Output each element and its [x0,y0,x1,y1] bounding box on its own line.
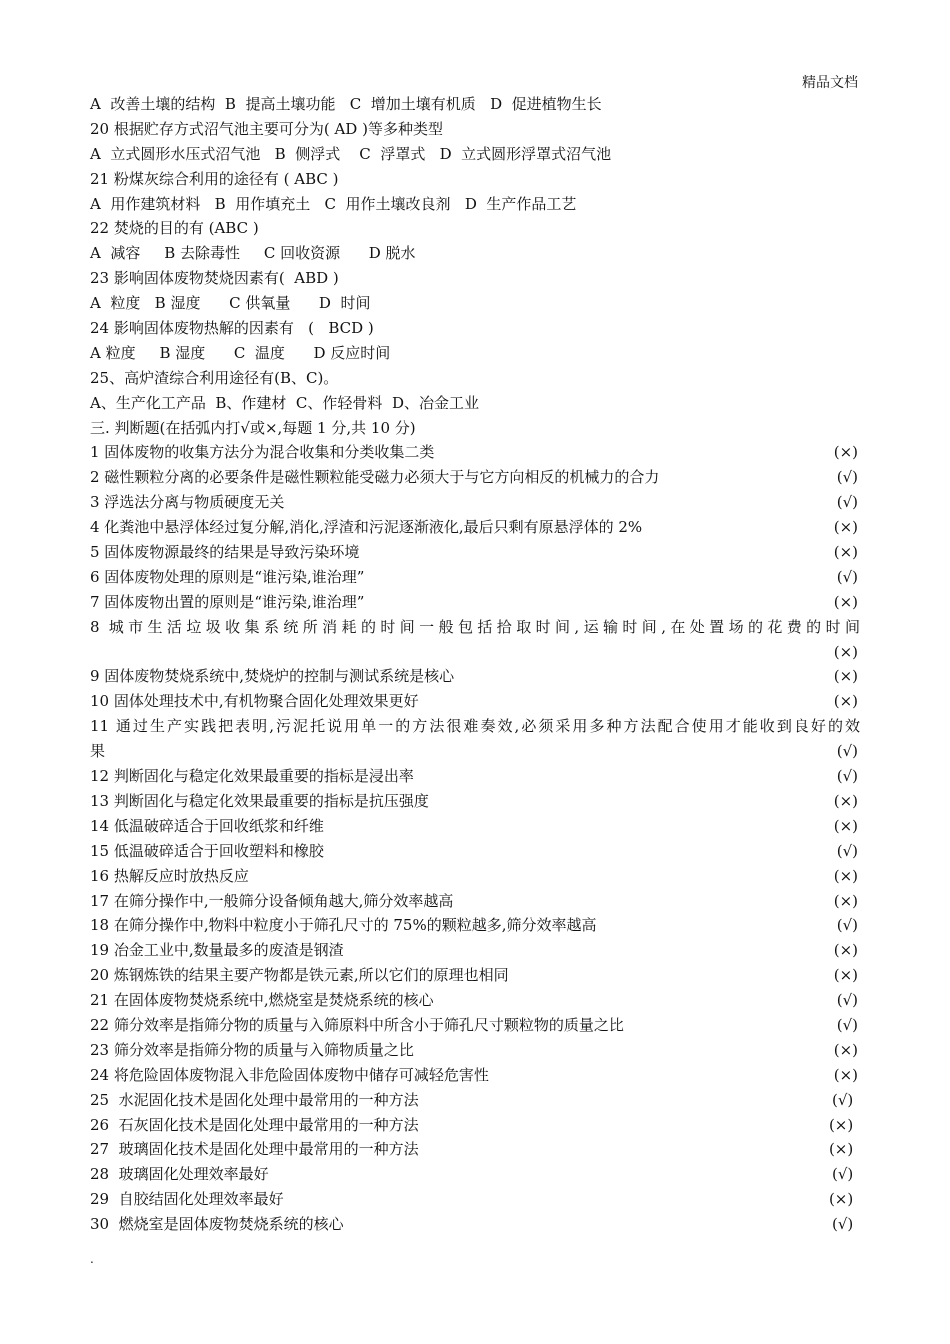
answer-mark: (√) [836,767,858,786]
text-line: 25、高炉渣综合利用途径有(B、C)。 [90,368,339,387]
question-text: 22 筛分效率是指筛分物的质量与入筛原料中所含小于筛孔尺寸颗粒物的质量之比 [90,1015,624,1034]
answer-mark: (√) [836,991,858,1010]
question-row [90,465,860,490]
text-line: A 粒度 B 湿度 C 供氧量 D 时间 [90,294,371,313]
answer-mark: (×) [833,1065,858,1084]
document-body [90,92,860,1237]
answer-mark: (×) [833,941,858,960]
question-text: 20 炼钢炼铁的结果主要产物都是铁元素,所以它们的原理也相同 [90,966,509,985]
question-row [90,1038,860,1063]
question-row [90,515,860,540]
question-text: 2 磁性颗粒分离的必要条件是磁性颗粒能受磁力必须大于与它方向相反的机械力的合力 [90,468,660,487]
question-text: 18 在筛分操作中,物料中粒度小于筛孔尺寸的 75%的颗粒越多,筛分效率越高 [90,916,597,935]
question-row [90,764,860,789]
answer-mark: (×) [833,891,858,910]
answer-mark: (×) [833,443,858,462]
answer-mark: (√) [836,567,858,586]
question-row [90,1088,860,1113]
answer-mark: (×) [828,1190,858,1209]
question-text: 27 玻璃固化技术是固化处理中最常用的一种方法 [90,1140,419,1159]
question-row [90,789,860,814]
text-line: 8 城市生活垃圾收集系统所消耗的时间一般包括拾取时间,运输时间,在处置场的花费的时间 [90,617,860,636]
answer-mark: (×) [833,667,858,686]
question-row [90,1113,860,1138]
question-row [90,963,860,988]
question-text: 28 玻璃固化处理效率最好 [90,1165,269,1184]
question-row [90,913,860,938]
question-row [90,1212,860,1237]
question-row [90,938,860,963]
question-row [90,590,860,615]
question-text: 17 在筛分操作中,一般筛分设备倾角越大,筛分效率越高 [90,891,454,910]
text-line: 22 焚烧的目的有 (ABC ) [90,219,259,238]
answer-mark: (×) [833,791,858,810]
answer-mark: (×) [833,592,858,611]
question-text: 21 在固体废物焚烧系统中,燃烧室是焚烧系统的核心 [90,991,434,1010]
question-text: 9 固体废物焚烧系统中,焚烧炉的控制与测试系统是核心 [90,667,455,686]
answer-mark: (×) [833,543,858,562]
page-header: 精品文档 [802,75,858,91]
question-row [90,689,860,714]
question-row [90,889,860,914]
answer-mark: (√) [831,1090,858,1109]
question-row [90,864,860,889]
question-row [90,1013,860,1038]
question-row [90,839,860,864]
question-row [90,440,860,465]
answer-mark: (√) [831,1215,858,1234]
answer-mark: (√) [836,916,858,935]
question-row [90,988,860,1013]
question-text: 果 [90,742,106,761]
question-text: 14 低温破碎适合于回收纸浆和纤维 [90,816,324,835]
question-text: 4 化粪池中悬浮体经过复分解,消化,浮渣和污泥逐渐液化,最后只剩有原悬浮体的 2% [90,518,643,537]
text-line: A 减容 B 去除毒性 C 回收资源 D 脱水 [90,244,416,263]
text-line: A 立式圆形水压式沼气池 B 侧浮式 C 浮罩式 D 立式圆形浮罩式沼气池 [90,144,612,163]
question-text: 23 筛分效率是指筛分物的质量与入筛物质量之比 [90,1040,414,1059]
text-line: A、生产化工产品 B、作建材 C、作轻骨料 D、冶金工业 [90,393,479,412]
answer-mark: (×) [833,642,858,661]
question-row [90,540,860,565]
question-text: 3 浮选法分离与物质硬度无关 [90,493,285,512]
answer-mark: (×) [833,518,858,537]
answer-mark: (√) [836,742,858,761]
page-footer: . [90,1252,94,1266]
question-row [90,814,860,839]
question-text: 30 燃烧室是固体废物焚烧系统的核心 [90,1215,344,1234]
question-row [90,664,860,689]
answer-mark: (×) [833,816,858,835]
question-row [90,1063,860,1088]
question-text: 7 固体废物出置的原则是“谁污染,谁治理” [90,592,365,611]
answer-mark: (×) [833,692,858,711]
answer-mark: (×) [833,866,858,885]
text-line: 21 粉煤灰综合利用的途径有 ( ABC ) [90,169,339,188]
question-row [90,490,860,515]
question-text: 16 热解反应时放热反应 [90,866,249,885]
question-text: 19 冶金工业中,数量最多的废渣是钢渣 [90,941,344,960]
question-text: 6 固体废物处理的原则是“谁污染,谁治理” [90,567,365,586]
question-text: 5 固体废物源最终的结果是导致污染环境 [90,543,360,562]
question-text: 12 判断固化与稳定化效果最重要的指标是浸出率 [90,767,414,786]
text-line: 23 影响固体废物焚烧因素有( ABD ) [90,269,339,288]
question-text: 25 水泥固化技术是固化处理中最常用的一种方法 [90,1090,419,1109]
text-line: A 粒度 B 湿度 C 温度 D 反应时间 [90,343,391,362]
question-text: 10 固体处理技术中,有机物聚合固化处理效果更好 [90,692,419,711]
question-text: 1 固体废物的收集方法分为混合收集和分类收集二类 [90,443,435,462]
text-line: A 改善土壤的结构 B 提高土壤功能 C 增加土壤有机质 D 促进植物生长 [90,95,602,113]
answer-mark: (√) [836,468,858,487]
answer-mark: (√) [831,1165,858,1184]
text-line: 11 通过生产实践把表明,污泥托说用单一的方法很难奏效,必须采用多种方法配合使用才能收到良好的效 [90,717,860,736]
text-line: 24 影响固体废物热解的因素有 ( BCD ) [90,319,374,338]
text-line: 20 根据贮存方式沼气池主要可分为( AD )等多种类型 [90,119,443,138]
answer-mark: (×) [828,1115,858,1134]
question-text: 15 低温破碎适合于回收塑料和橡胶 [90,841,324,860]
question-text: 29 自胶结固化处理效率最好 [90,1190,284,1209]
answer-mark: (√) [836,1015,858,1034]
question-text: 26 石灰固化技术是固化处理中最常用的一种方法 [90,1115,419,1134]
answer-mark: (×) [833,966,858,985]
question-text: 13 判断固化与稳定化效果最重要的指标是抗压强度 [90,791,429,810]
answer-mark: (√) [836,841,858,860]
question-row [90,565,860,590]
text-line: A 用作建筑材料 B 用作填充土 C 用作土壤改良剂 D 生产作品工艺 [90,194,577,213]
answer-mark: (×) [828,1140,858,1159]
question-row [90,1137,860,1162]
answer-mark: (×) [833,1040,858,1059]
text-line: 三. 判断题(在括弧内打√或×,每题 1 分,共 10 分) [90,418,416,437]
question-text: 24 将危险固体废物混入非危险固体废物中储存可减轻危害性 [90,1065,489,1084]
question-row [90,739,860,764]
answer-mark: (√) [836,493,858,512]
question-row [90,1162,860,1187]
question-row [90,1187,860,1212]
